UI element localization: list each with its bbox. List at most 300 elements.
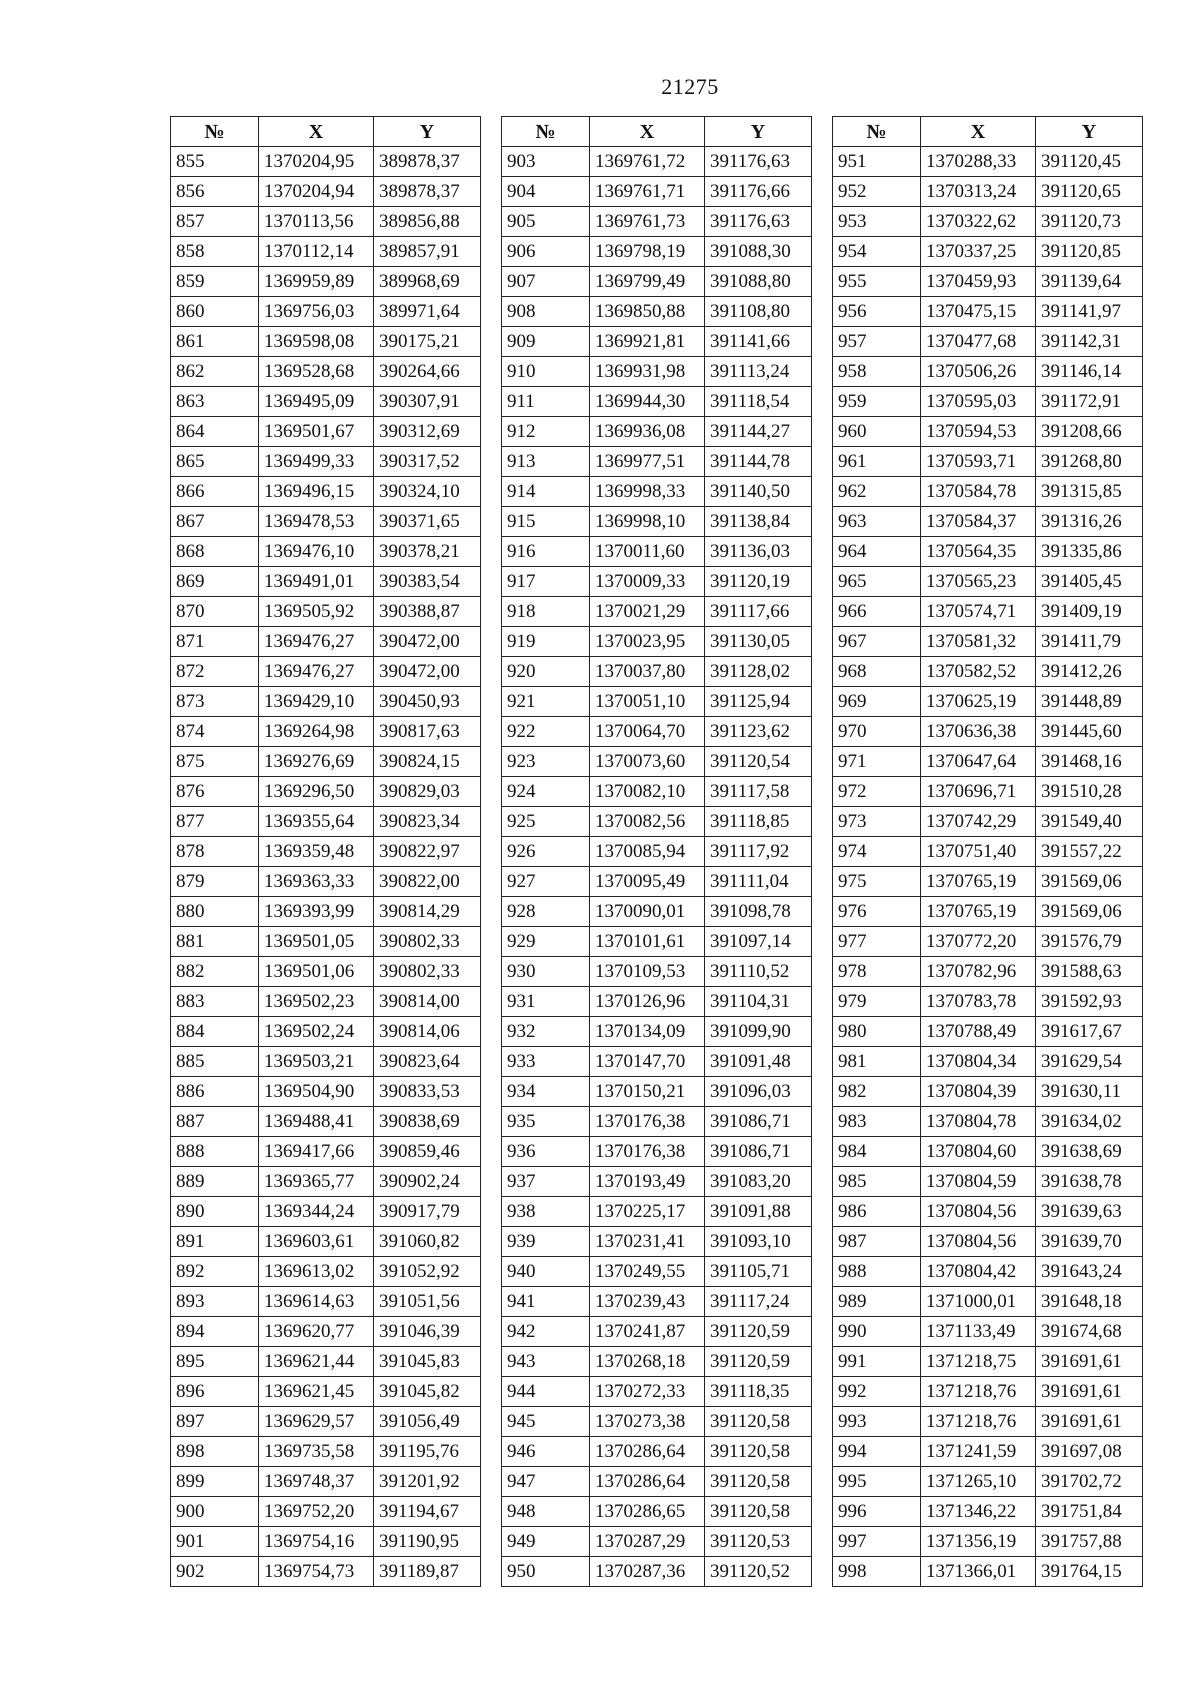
table-row: [502, 687, 812, 717]
y-coordinate-cell: 391117,24: [705, 1287, 812, 1317]
point-number-cell: 937: [502, 1167, 590, 1197]
x-coordinate-cell: 1371218,76: [921, 1377, 1036, 1407]
x-coordinate-cell: 1370147,70: [590, 1047, 705, 1077]
x-coordinate-cell: 1369501,67: [259, 417, 374, 447]
point-number-cell: 901: [171, 1527, 259, 1557]
y-coordinate-cell: 391697,08: [1036, 1437, 1143, 1467]
x-coordinate-cell: 1371218,75: [921, 1347, 1036, 1377]
point-number-cell: 912: [502, 417, 590, 447]
x-coordinate-cell: 1369476,27: [259, 657, 374, 687]
table-row: [502, 477, 812, 507]
y-coordinate-cell: 391190,95: [374, 1527, 481, 1557]
point-number-cell: 976: [833, 897, 921, 927]
point-number-cell: 991: [833, 1347, 921, 1377]
table-row: [171, 897, 481, 927]
table-row: [171, 147, 481, 177]
table-row: [833, 777, 1143, 807]
y-coordinate-cell: 390317,52: [374, 447, 481, 477]
point-number-cell: 921: [502, 687, 590, 717]
x-coordinate-cell: 1370101,61: [590, 927, 705, 957]
table-row: [171, 1017, 481, 1047]
table-row: [833, 1527, 1143, 1557]
table-row: [833, 987, 1143, 1017]
x-coordinate-cell: 1371218,76: [921, 1407, 1036, 1437]
point-number-cell: 939: [502, 1227, 590, 1257]
y-coordinate-cell: 391510,28: [1036, 777, 1143, 807]
point-number-cell: 990: [833, 1317, 921, 1347]
y-coordinate-cell: 391120,52: [705, 1557, 812, 1587]
y-coordinate-cell: 391176,63: [705, 147, 812, 177]
x-coordinate-cell: 1370249,55: [590, 1257, 705, 1287]
table-row: [502, 597, 812, 627]
table-row: [833, 237, 1143, 267]
y-coordinate-cell: 391412,26: [1036, 657, 1143, 687]
table-row: [171, 1167, 481, 1197]
x-coordinate-cell: 1370742,29: [921, 807, 1036, 837]
x-coordinate-cell: 1370023,95: [590, 627, 705, 657]
x-coordinate-cell: 1370241,87: [590, 1317, 705, 1347]
table-row: [171, 687, 481, 717]
x-coordinate-cell: 1369761,71: [590, 177, 705, 207]
x-coordinate-cell: 1370322,62: [921, 207, 1036, 237]
table-row: [833, 1137, 1143, 1167]
x-coordinate-cell: 1370073,60: [590, 747, 705, 777]
x-coordinate-cell: 1369528,68: [259, 357, 374, 387]
y-coordinate-cell: 391105,71: [705, 1257, 812, 1287]
y-coordinate-cell: 391634,02: [1036, 1107, 1143, 1137]
y-coordinate-cell: 390823,64: [374, 1047, 481, 1077]
point-number-cell: 863: [171, 387, 259, 417]
point-number-cell: 971: [833, 747, 921, 777]
y-coordinate-cell: 391176,63: [705, 207, 812, 237]
y-coordinate-cell: 390264,66: [374, 357, 481, 387]
table-row: [502, 507, 812, 537]
table-row: [171, 1227, 481, 1257]
x-coordinate-cell: 1370193,49: [590, 1167, 705, 1197]
x-coordinate-cell: 1370134,09: [590, 1017, 705, 1047]
point-number-cell: 915: [502, 507, 590, 537]
table-row: [171, 1197, 481, 1227]
point-number-cell: 895: [171, 1347, 259, 1377]
table-row: [502, 1287, 812, 1317]
table-row: [171, 1317, 481, 1347]
point-number-cell: 875: [171, 747, 259, 777]
y-coordinate-cell: 391120,53: [705, 1527, 812, 1557]
point-number-cell: 950: [502, 1557, 590, 1587]
table-row: [833, 1197, 1143, 1227]
point-number-cell: 956: [833, 297, 921, 327]
y-coordinate-cell: 391617,67: [1036, 1017, 1143, 1047]
point-number-cell: 961: [833, 447, 921, 477]
x-coordinate-cell: 1369621,44: [259, 1347, 374, 1377]
header-number: №: [171, 117, 259, 147]
point-number-cell: 962: [833, 477, 921, 507]
table-row: [171, 507, 481, 537]
y-coordinate-cell: 391120,58: [705, 1407, 812, 1437]
point-number-cell: 870: [171, 597, 259, 627]
y-coordinate-cell: 391136,03: [705, 537, 812, 567]
point-number-cell: 942: [502, 1317, 590, 1347]
x-coordinate-cell: 1370009,33: [590, 567, 705, 597]
y-coordinate-cell: 390823,34: [374, 807, 481, 837]
table-row: [502, 1437, 812, 1467]
x-coordinate-cell: 1369629,57: [259, 1407, 374, 1437]
x-coordinate-cell: 1370313,24: [921, 177, 1036, 207]
y-coordinate-cell: 391569,06: [1036, 867, 1143, 897]
y-coordinate-cell: 390822,00: [374, 867, 481, 897]
y-coordinate-cell: 391120,59: [705, 1347, 812, 1377]
x-coordinate-cell: 1369429,10: [259, 687, 374, 717]
point-number-cell: 947: [502, 1467, 590, 1497]
table-row: [502, 387, 812, 417]
y-coordinate-cell: 391557,22: [1036, 837, 1143, 867]
y-coordinate-cell: 391172,91: [1036, 387, 1143, 417]
table-row: [502, 1467, 812, 1497]
table-row: [171, 927, 481, 957]
x-coordinate-cell: 1369488,41: [259, 1107, 374, 1137]
y-coordinate-cell: 391448,89: [1036, 687, 1143, 717]
y-coordinate-cell: 390383,54: [374, 567, 481, 597]
point-number-cell: 946: [502, 1437, 590, 1467]
table-row: [502, 1227, 812, 1257]
y-coordinate-cell: 391117,58: [705, 777, 812, 807]
table-row: [171, 837, 481, 867]
point-number-cell: 868: [171, 537, 259, 567]
table-row: [833, 297, 1143, 327]
point-number-cell: 893: [171, 1287, 259, 1317]
x-coordinate-cell: 1369761,73: [590, 207, 705, 237]
x-coordinate-cell: 1370804,59: [921, 1167, 1036, 1197]
table-row: [171, 1347, 481, 1377]
point-number-cell: 935: [502, 1107, 590, 1137]
point-number-cell: 904: [502, 177, 590, 207]
table-row: [833, 147, 1143, 177]
header-y: Y: [705, 117, 812, 147]
point-number-cell: 931: [502, 987, 590, 1017]
x-coordinate-cell: 1370804,60: [921, 1137, 1036, 1167]
y-coordinate-cell: 391104,31: [705, 987, 812, 1017]
table-row: [833, 1347, 1143, 1377]
x-coordinate-cell: 1370804,39: [921, 1077, 1036, 1107]
table-row: [502, 1077, 812, 1107]
point-number-cell: 963: [833, 507, 921, 537]
y-coordinate-cell: 391549,40: [1036, 807, 1143, 837]
y-coordinate-cell: 390814,29: [374, 897, 481, 927]
table-row: [502, 267, 812, 297]
point-number-cell: 880: [171, 897, 259, 927]
table-row: [171, 237, 481, 267]
table-row: [502, 987, 812, 1017]
table-row: [502, 1347, 812, 1377]
x-coordinate-cell: 1370788,49: [921, 1017, 1036, 1047]
x-coordinate-cell: 1369476,10: [259, 537, 374, 567]
y-coordinate-cell: 391138,84: [705, 507, 812, 537]
table-row: [502, 1317, 812, 1347]
y-coordinate-cell: 391120,19: [705, 567, 812, 597]
header-number: №: [502, 117, 590, 147]
table-row: [833, 1497, 1143, 1527]
y-coordinate-cell: 390833,53: [374, 1077, 481, 1107]
table-row: [833, 207, 1143, 237]
x-coordinate-cell: 1371241,59: [921, 1437, 1036, 1467]
x-coordinate-cell: 1369614,63: [259, 1287, 374, 1317]
x-coordinate-cell: 1370595,03: [921, 387, 1036, 417]
x-coordinate-cell: 1369944,30: [590, 387, 705, 417]
y-coordinate-cell: 389878,37: [374, 147, 481, 177]
x-coordinate-cell: 1370459,93: [921, 267, 1036, 297]
point-number-cell: 917: [502, 567, 590, 597]
table-row: [171, 1287, 481, 1317]
y-coordinate-cell: 391141,66: [705, 327, 812, 357]
y-coordinate-cell: 391118,54: [705, 387, 812, 417]
point-number-cell: 996: [833, 1497, 921, 1527]
y-coordinate-cell: 391268,80: [1036, 447, 1143, 477]
x-coordinate-cell: 1370506,26: [921, 357, 1036, 387]
table-row: [833, 537, 1143, 567]
y-coordinate-cell: 391751,84: [1036, 1497, 1143, 1527]
point-number-cell: 902: [171, 1557, 259, 1587]
y-coordinate-cell: 391639,63: [1036, 1197, 1143, 1227]
x-coordinate-cell: 1369365,77: [259, 1167, 374, 1197]
point-number-cell: 871: [171, 627, 259, 657]
point-number-cell: 941: [502, 1287, 590, 1317]
table-row: [502, 327, 812, 357]
point-number-cell: 977: [833, 927, 921, 957]
coordinate-table: [501, 116, 812, 1587]
x-coordinate-cell: 1370085,94: [590, 837, 705, 867]
x-coordinate-cell: 1369478,53: [259, 507, 374, 537]
table-row: [502, 717, 812, 747]
table-row: [833, 927, 1143, 957]
y-coordinate-cell: 389878,37: [374, 177, 481, 207]
y-coordinate-cell: 390802,33: [374, 927, 481, 957]
point-number-cell: 919: [502, 627, 590, 657]
table-row: [502, 1197, 812, 1227]
y-coordinate-cell: 391045,82: [374, 1377, 481, 1407]
y-coordinate-cell: 391691,61: [1036, 1347, 1143, 1377]
x-coordinate-cell: 1370564,35: [921, 537, 1036, 567]
x-coordinate-cell: 1371366,01: [921, 1557, 1036, 1587]
y-coordinate-cell: 390378,21: [374, 537, 481, 567]
y-coordinate-cell: 391120,73: [1036, 207, 1143, 237]
y-coordinate-cell: 391316,26: [1036, 507, 1143, 537]
point-number-cell: 909: [502, 327, 590, 357]
x-coordinate-cell: 1370574,71: [921, 597, 1036, 627]
point-number-cell: 881: [171, 927, 259, 957]
y-coordinate-cell: 390371,65: [374, 507, 481, 537]
table-row: [502, 447, 812, 477]
point-number-cell: 927: [502, 867, 590, 897]
table-row: [502, 357, 812, 387]
point-number-cell: 993: [833, 1407, 921, 1437]
header-x: X: [259, 117, 374, 147]
y-coordinate-cell: 391674,68: [1036, 1317, 1143, 1347]
y-coordinate-cell: 391576,79: [1036, 927, 1143, 957]
y-coordinate-cell: 391046,39: [374, 1317, 481, 1347]
point-number-cell: 953: [833, 207, 921, 237]
point-number-cell: 968: [833, 657, 921, 687]
x-coordinate-cell: 1370477,68: [921, 327, 1036, 357]
x-coordinate-cell: 1370051,10: [590, 687, 705, 717]
table-header-row: [502, 117, 812, 147]
x-coordinate-cell: 1370625,19: [921, 687, 1036, 717]
point-number-cell: 994: [833, 1437, 921, 1467]
x-coordinate-cell: 1370804,78: [921, 1107, 1036, 1137]
table-row: [833, 1407, 1143, 1437]
point-number-cell: 913: [502, 447, 590, 477]
y-coordinate-cell: 391086,71: [705, 1107, 812, 1137]
x-coordinate-cell: 1370286,64: [590, 1467, 705, 1497]
y-coordinate-cell: 391091,88: [705, 1197, 812, 1227]
y-coordinate-cell: 391445,60: [1036, 717, 1143, 747]
point-number-cell: 952: [833, 177, 921, 207]
point-number-cell: 969: [833, 687, 921, 717]
x-coordinate-cell: 1369344,24: [259, 1197, 374, 1227]
table-row: [833, 897, 1143, 927]
table-row: [502, 777, 812, 807]
x-coordinate-cell: 1370113,56: [259, 207, 374, 237]
table-row: [171, 537, 481, 567]
point-number-cell: 936: [502, 1137, 590, 1167]
point-number-cell: 928: [502, 897, 590, 927]
table-row: [171, 1437, 481, 1467]
point-number-cell: 966: [833, 597, 921, 627]
y-coordinate-cell: 391702,72: [1036, 1467, 1143, 1497]
y-coordinate-cell: 390472,00: [374, 627, 481, 657]
x-coordinate-cell: 1370804,34: [921, 1047, 1036, 1077]
table-row: [502, 837, 812, 867]
table-row: [171, 717, 481, 747]
x-coordinate-cell: 1369598,08: [259, 327, 374, 357]
point-number-cell: 886: [171, 1077, 259, 1107]
x-coordinate-cell: 1370204,94: [259, 177, 374, 207]
header-x: X: [921, 117, 1036, 147]
x-coordinate-cell: 1371265,10: [921, 1467, 1036, 1497]
x-coordinate-cell: 1369799,49: [590, 267, 705, 297]
y-coordinate-cell: 391120,59: [705, 1317, 812, 1347]
header-number: №: [833, 117, 921, 147]
x-coordinate-cell: 1370287,36: [590, 1557, 705, 1587]
x-coordinate-cell: 1370288,33: [921, 147, 1036, 177]
x-coordinate-cell: 1369754,16: [259, 1527, 374, 1557]
x-coordinate-cell: 1369959,89: [259, 267, 374, 297]
x-coordinate-cell: 1370176,38: [590, 1137, 705, 1167]
coordinate-table: [170, 116, 481, 1587]
y-coordinate-cell: 391468,16: [1036, 747, 1143, 777]
point-number-cell: 932: [502, 1017, 590, 1047]
x-coordinate-cell: 1370594,53: [921, 417, 1036, 447]
point-number-cell: 948: [502, 1497, 590, 1527]
table-row: [502, 1407, 812, 1437]
x-coordinate-cell: 1370176,38: [590, 1107, 705, 1137]
point-number-cell: 872: [171, 657, 259, 687]
x-coordinate-cell: 1369931,98: [590, 357, 705, 387]
table-row: [502, 867, 812, 897]
x-coordinate-cell: 1369491,01: [259, 567, 374, 597]
y-coordinate-cell: 391569,06: [1036, 897, 1143, 927]
x-coordinate-cell: 1370337,25: [921, 237, 1036, 267]
x-coordinate-cell: 1370231,41: [590, 1227, 705, 1257]
point-number-cell: 945: [502, 1407, 590, 1437]
table-row: [502, 927, 812, 957]
x-coordinate-cell: 1369505,92: [259, 597, 374, 627]
y-coordinate-cell: 391108,80: [705, 297, 812, 327]
x-coordinate-cell: 1370150,21: [590, 1077, 705, 1107]
x-coordinate-cell: 1370647,64: [921, 747, 1036, 777]
point-number-cell: 984: [833, 1137, 921, 1167]
y-coordinate-cell: 391201,92: [374, 1467, 481, 1497]
x-coordinate-cell: 1370751,40: [921, 837, 1036, 867]
point-number-cell: 920: [502, 657, 590, 687]
point-number-cell: 896: [171, 1377, 259, 1407]
point-number-cell: 887: [171, 1107, 259, 1137]
point-number-cell: 879: [171, 867, 259, 897]
point-number-cell: 888: [171, 1137, 259, 1167]
x-coordinate-cell: 1370696,71: [921, 777, 1036, 807]
x-coordinate-cell: 1371346,22: [921, 1497, 1036, 1527]
point-number-cell: 944: [502, 1377, 590, 1407]
point-number-cell: 907: [502, 267, 590, 297]
y-coordinate-cell: 390175,21: [374, 327, 481, 357]
y-coordinate-cell: 391086,71: [705, 1137, 812, 1167]
table-row: [833, 357, 1143, 387]
table-header-row: [833, 117, 1143, 147]
point-number-cell: 859: [171, 267, 259, 297]
table-row: [502, 1047, 812, 1077]
table-row: [833, 267, 1143, 297]
point-number-cell: 862: [171, 357, 259, 387]
y-coordinate-cell: 391051,56: [374, 1287, 481, 1317]
x-coordinate-cell: 1370126,96: [590, 987, 705, 1017]
x-coordinate-cell: 1370565,23: [921, 567, 1036, 597]
y-coordinate-cell: 391648,18: [1036, 1287, 1143, 1317]
table-row: [833, 507, 1143, 537]
x-coordinate-cell: 1370273,38: [590, 1407, 705, 1437]
y-coordinate-cell: 391111,04: [705, 867, 812, 897]
table-row: [502, 807, 812, 837]
point-number-cell: 911: [502, 387, 590, 417]
x-coordinate-cell: 1370581,32: [921, 627, 1036, 657]
table-row: [171, 357, 481, 387]
y-coordinate-cell: 391120,58: [705, 1497, 812, 1527]
y-coordinate-cell: 391117,92: [705, 837, 812, 867]
table-row: [833, 327, 1143, 357]
table-row: [171, 207, 481, 237]
point-number-cell: 900: [171, 1497, 259, 1527]
y-coordinate-cell: 391110,52: [705, 957, 812, 987]
x-coordinate-cell: 1370765,19: [921, 867, 1036, 897]
y-coordinate-cell: 391096,03: [705, 1077, 812, 1107]
point-number-cell: 933: [502, 1047, 590, 1077]
point-number-cell: 891: [171, 1227, 259, 1257]
table-row: [171, 327, 481, 357]
y-coordinate-cell: 391141,97: [1036, 297, 1143, 327]
point-number-cell: 867: [171, 507, 259, 537]
table-row: [833, 1017, 1143, 1047]
y-coordinate-cell: 391118,35: [705, 1377, 812, 1407]
y-coordinate-cell: 391409,19: [1036, 597, 1143, 627]
x-coordinate-cell: 1370286,64: [590, 1437, 705, 1467]
table-row: [502, 1557, 812, 1587]
table-row: [171, 1047, 481, 1077]
x-coordinate-cell: 1369977,51: [590, 447, 705, 477]
point-number-cell: 934: [502, 1077, 590, 1107]
table-row: [171, 867, 481, 897]
y-coordinate-cell: 391123,62: [705, 717, 812, 747]
point-number-cell: 967: [833, 627, 921, 657]
x-coordinate-cell: 1370804,56: [921, 1197, 1036, 1227]
table-row: [502, 1257, 812, 1287]
